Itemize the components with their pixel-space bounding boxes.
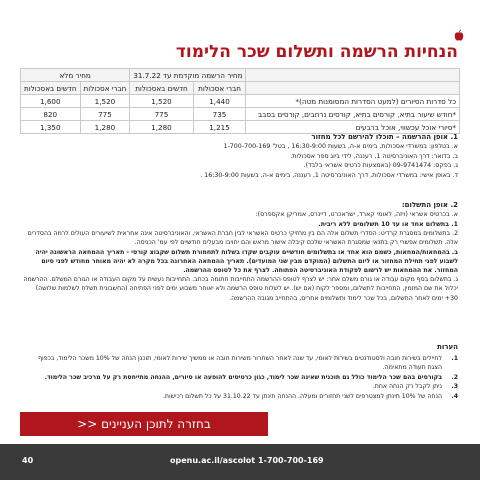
price-cell: 1,520 — [80, 95, 130, 108]
notes-heading: הערות — [437, 343, 458, 351]
payment-installments-line: 1. בתשלום אחד או עד 10 תשלומים ללא ריבית. — [318, 220, 458, 228]
col-header-early-members: חברי אסכולות — [193, 82, 246, 95]
fee-table — [20, 68, 460, 134]
price-cell: 1,280 — [130, 121, 193, 134]
note-item — [22, 354, 458, 373]
payment-cheques-para: ב. בהמחאות/המחאות, כשמם הוא אחד או בתשלומים חודשיים עוקבים שקדו בשלוח לתחמורת תשלום שקבוצ קורסי - תאריך ההמחאה הראשונה יהיה לשבוע לפני תחילת המחזור או ליום התשלום (המוקדם מבין שני המועדים). תאריך ההמחאה האחרונה בכל מקרה לא יהיה מאוחר מחודש לפני סיום המחזור. את ההמחאות יש לרשום לפקודת האוניברסיטה הפתוחה. לצרף את כל לטופס ההרשמה. — [35, 248, 458, 274]
payment-credit-para: 2. בתשלומים במסגרת קרדיט: הסדרי תשלום אלה הם בין מחזיקי כרטיס האשראי לבין חברת האשראי, והאוניברסיטה אינה אחראית לשיעורים העולים לרמה בהסדרים אלה. תשלומים אפשרי רק בתנאי שמסגרת האשראי שלכם קיבלה אישור מראש והם יחויבו מבעלים חודשיים לפי עמ' הכניסה. — [27, 230, 458, 247]
row-label: *חודש שיעור בתיא, קורסים בתיא, קורסים נרחבים, קורסים בסבב — [246, 108, 460, 121]
price-cell: 1,600 — [21, 95, 81, 108]
price-cell: 735 — [193, 108, 246, 121]
page-title: הנחיות הרשמה ותשלום שכר הלימוד — [175, 42, 458, 62]
note-text: ניתן לקבל רק הנחה אחת. — [372, 383, 442, 391]
payment-section — [22, 200, 458, 303]
price-cell: 775 — [80, 108, 130, 121]
registration-phone-line: א. בטלפון: במשרדי אסכולות, בימים א-ה, בשעות 16:30-9:00 , בטל' 1-700-700-169 — [223, 143, 458, 150]
registration-fax-line: ג. בפקס: 09-9741474 (באמצעות כרטיס אשראי בלבד). — [303, 162, 458, 170]
note-item — [22, 392, 458, 401]
note-number: 3. — [451, 383, 458, 391]
registration-heading: 1. אופן ההרשמה – תוכלו להירשם לכל מחזור — [311, 133, 458, 141]
group-header-full: מחיר מלא — [21, 69, 130, 82]
note-item — [22, 382, 458, 391]
footer-url-link[interactable]: openu.ac.il/ascolot — [170, 456, 256, 465]
note-text: הנחה של 10% תינתן למצטרפים לשני תחזורים ומעלה. ההנחה תינתן עד 31.10.22 על כל תשלום רכישות. — [162, 392, 442, 400]
price-cell: 1,520 — [130, 95, 193, 108]
table-row — [21, 95, 460, 108]
price-cell: 1,280 — [80, 121, 130, 134]
note-number: 2. — [451, 373, 458, 381]
corner-cell — [246, 69, 460, 82]
row-label: כל סדרות הסיורים (למעט הסדרות המסומנות מטה)* — [246, 95, 460, 108]
price-cell: 1,350 — [21, 121, 81, 134]
row-label: *סיורי אוכל עכשווי, אוכל ברבעים — [246, 121, 460, 134]
col-header-early-new: חדשים באסכולות — [130, 82, 193, 95]
col-header-full-new: חדשים באסכולות — [21, 82, 81, 95]
payment-credit-line: א. בכרטיס אשראי (ויזה, לאומי קארד, ישראכרט, דיינרס, אמריקן אקספרס): — [255, 211, 458, 218]
price-cell: 1,440 — [193, 95, 246, 108]
price-cell: 1,215 — [193, 121, 246, 134]
price-cell: 820 — [21, 108, 81, 121]
corner-cell — [246, 82, 460, 95]
note-text: לחיילים בשירות חובה ולסטודנטים בשירות לאומי, עד שנה לאחר השחרור משירות חובה או ממשיך שירות לאומי, תוכנן הנחה של 10% משכר הלימוד, בכפוף הצגת תעודה מתאימה. — [38, 355, 442, 372]
footer-bar — [0, 444, 480, 480]
note-item — [22, 373, 458, 382]
apple-logo-icon — [454, 30, 464, 42]
notes-section — [22, 342, 458, 401]
note-number: 4. — [451, 392, 458, 400]
note-text: בקורסים בהם שכר הלימוד כולל גם תוכנית שאינה שכר לימוד, כגון כרטיסים להופעה או סיורים, ההנחה מתייחסת רק על מרכיב שכר הלימוד. — [44, 373, 442, 381]
table-row — [21, 108, 460, 121]
back-to-contents-button[interactable]: בחזרה לתוכן העניינים << — [20, 412, 268, 436]
registration-section — [22, 132, 458, 180]
col-header-full-members: חברי אסכולות — [80, 82, 130, 95]
price-cell: 775 — [130, 108, 193, 121]
page-number: 40 — [22, 456, 34, 465]
payment-heading: 2. אופן התשלום: — [401, 201, 458, 209]
note-number: 1. — [451, 355, 458, 362]
group-header-early: מחיר הרשמה מוקדמת עד 31.7.22 — [130, 69, 246, 82]
registration-mail-line: ב. בדואר: דרך האוניברסיטה 1, רעננה, לידי ביוג ספר אסכולות. — [290, 152, 458, 160]
footer-phone: 1-700-700-169 — [258, 456, 324, 465]
registration-inperson-line: ד. באופן אישי: במשרדי אסכולות, דרך האוניברסיטה 1, רעננה, בימים א-ה, בשעות 16:30-9:00 . — [200, 171, 458, 179]
payment-employer-para: ג. בתשלום בסף מקום עבודה או גורם משלם אחר: יש לצרף לטופס ההרשמה התחייבות חתומה בכתב. התחייבות נעשית על מקום העבודה או הגורם המשלם. ההרשמה יכלול את שם המזמין, התחייבות לתשלום, ומספר לקוח (אם יש). יש לשלוח טופס הרשמה ולא יאוחר משבוע ימים לפני הפתיחה (החשבונית תשלח לשלמות שלושה) 30+ ימים לאחר התשלום, בכל שכר לימוד ותשלומים אחרים, בהתחייב מגובה ההרשמה. — [23, 276, 458, 302]
